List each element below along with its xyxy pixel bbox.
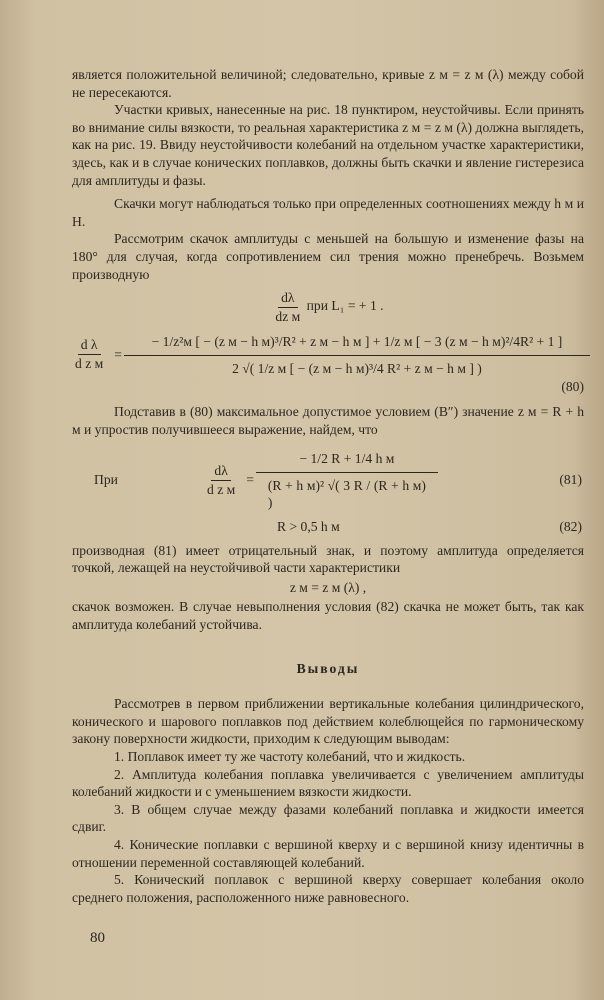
eq82-body: R > 0,5 h м — [277, 519, 340, 535]
eq80-lhs — [72, 336, 106, 372]
equation-82 — [72, 518, 584, 536]
equation-81: При $\frac{d\lambda}{\text{d z м}}$ = − 1/2 R + 1/4 h м (R + h м)² √( 3 R / (R + h м) ) (81) — [72, 448, 584, 512]
derivative-numerator: dλ — [278, 289, 297, 308]
eq81-lhs-numerator: dλ — [211, 462, 230, 481]
page-body — [72, 66, 584, 906]
conclusion-4: 4. Конические поплавки с вершиной кверху и с вершиной книзу идентичны в отношении переменной составляющей колебаний. — [72, 836, 584, 870]
derivative-denominator: dz м — [275, 308, 301, 324]
paragraph-1: является положительной величиной; следовательно, кривые z м = z м (λ) между собой не пересекаются. — [72, 67, 584, 100]
section-heading: Выводы — [296, 660, 360, 676]
eq80-numerator: − 1/z²м [ − (z м − h м)³/R² + z м − h м ] + 1/z м [ − 3 (z м − h м)²/4R² + 1 ] — [124, 331, 590, 356]
paragraph-8: Рассмотрев в первом приближении вертикальные колебания цилиндрического, конического и шарового поплавков под действием колеблющейся по гармоническому закону поверхности жидкости, приходим к следующим выводам: — [72, 696, 584, 747]
eq80-lhs-denominator: d z м — [75, 355, 104, 371]
eq81-numerator: − 1/2 R + 1/4 h м — [256, 448, 438, 473]
eq80-lhs-numerator: d λ — [78, 336, 101, 355]
eq80-denominator: 2 √( 1/z м [ − (z м − h м)³/4 R² + z м − h м ] ) — [232, 360, 482, 376]
eq81-label: При — [94, 472, 118, 488]
derivative-fraction — [272, 289, 303, 325]
paragraph-3: Скачки могут наблюдаться только при определенных соотношениях между h м и H. — [72, 196, 584, 229]
formula-derivative — [72, 289, 584, 325]
eq81-lhs-denominator: d z м — [207, 481, 236, 497]
equation-80: $\frac{\text{d λ}}{\text{d z м}}$ = − 1/z²м [ − (z м − h м)³/R² + z м − h м ] + 1/z м [ − 3 (z м − h м)²/4R² + 1 ] 2 √( 1/z м [ − (z м − h м)³/4 R² + z м − h м ] ) — [72, 331, 584, 377]
conclusion-2: 2. Амплитуда колебания поплавка увеличивается с увеличением амплитуды колебаний жидкости и с уменьшением вязкости жидкости. — [72, 766, 584, 800]
eq80-number: (80) — [561, 378, 584, 394]
paragraph-7: скачок возможен. В случае невыполнения условия (82) скачка не может быть, так как амплитуда колебаний устойчива. — [72, 599, 584, 633]
formula-characteristic: z м = z м (λ) , — [289, 579, 367, 595]
paragraph-5: Подставив в (80) максимальное допустимое условием (B″) значение z м = R + h м и упростив получившееся выражение, найдем, что — [72, 404, 584, 437]
eq82-number: (82) — [559, 519, 582, 535]
derivative-condition: при L₁ = + 1 . — [306, 298, 384, 314]
conclusion-5: 5. Конический поплавок с вершиной кверху совершает колебания около среднего положения, расположенного ниже равновесного. — [72, 872, 584, 905]
conclusion-3: 3. В общем случае между фазами колебаний поплавка и жидкости имеется сдвиг. — [72, 801, 584, 835]
page-number: 80 — [90, 930, 105, 946]
paragraph-4: Рассмотрим скачок амплитуды с меньшей на большую и изменение фазы на 180° для случая, когда сопротивлением сил трения можно пренебречь. Возьмем производную — [72, 231, 584, 282]
eq81-lhs — [204, 462, 238, 498]
eq81-denominator: (R + h м)² √( 3 R / (R + h м) ) — [267, 477, 426, 511]
conclusion-1: 1. Поплавок имеет ту же частоту колебаний, что и жидкость. — [114, 749, 466, 764]
paragraph-6: производная (81) имеет отрицательный знак, и поэтому амплитуда определяется точкой, лежащей на неустойчивой части характеристики — [72, 542, 584, 576]
paragraph-2: Участки кривых, нанесенные на рис. 18 пунктиром, неустойчивы. Если принять во внимание силы вязкости, то реальная характеристика z м = z м (λ) должна выглядеть, как на рис. 19. Ввиду неустойчивости колебаний на отдельном участке характеристики, здесь, как и в случае конических поплавков, должны быть скачки и явление гистерезиса для амплитуды и фазы. — [72, 102, 584, 188]
eq81-rhs — [262, 448, 432, 512]
eq81-number: (81) — [559, 472, 582, 488]
eq80-rhs — [130, 331, 584, 377]
